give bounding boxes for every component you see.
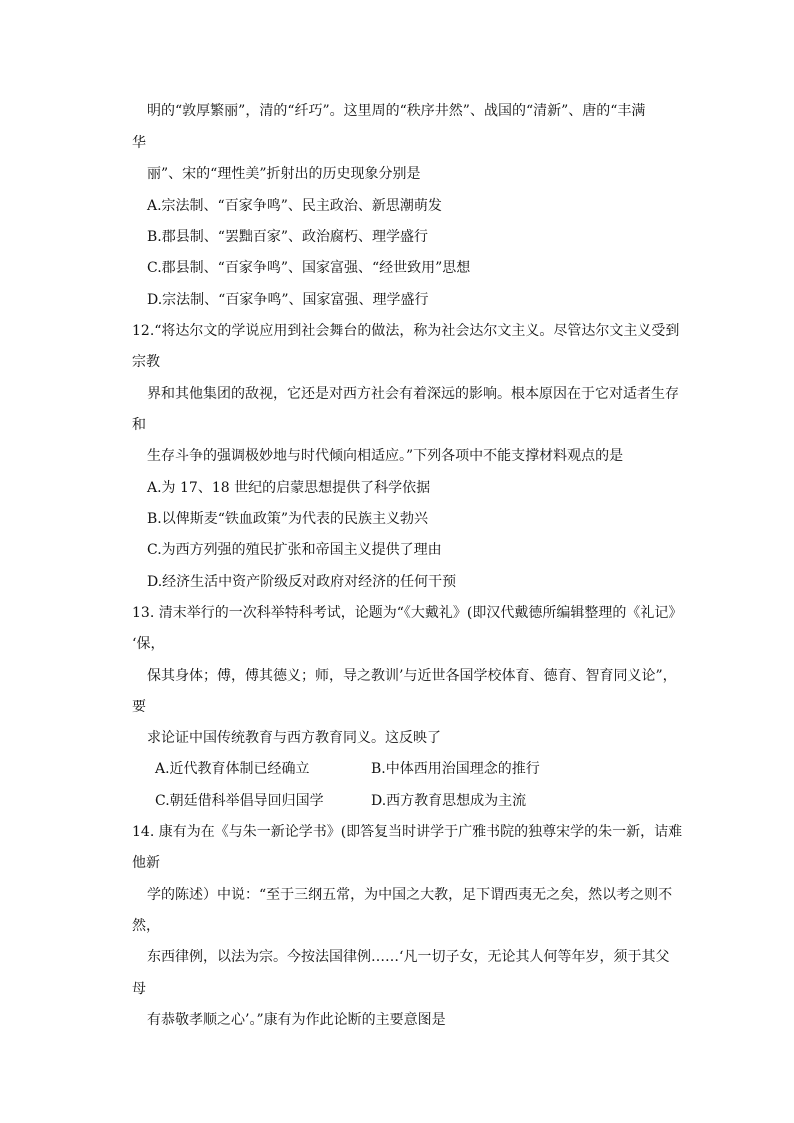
text-line: 华 — [132, 135, 146, 151]
option-a: A.为 17、18 世纪的启蒙思想提供了科学依据 — [147, 480, 431, 496]
question-14: 14. 康有为在《与朱一新论学书》(即答复当时讲学于广雅书院的独尊宋学的朱一新，诘难 — [132, 824, 683, 840]
option-b: B.郡县制、“罢黜百家”、政治腐朽、理学盛行 — [147, 229, 429, 245]
question-12: 12.“将达尔文的学说应用到社会舞台的做法，称为社会达尔文主义。尽管达尔文主义受到 — [132, 323, 680, 339]
text-line: 宗教 — [132, 354, 160, 370]
text-line: 生存斗争的强调极妙地与时代倾向相适应。”下列各项中不能支撑材料观点的是 — [147, 448, 624, 464]
text-line: 学的陈述）中说：“至于三纲五常，为中国之大教，足下谓西夷无之矣，然以考之则不 — [147, 887, 673, 903]
text-line: 母 — [132, 981, 146, 997]
text-line: 他新 — [132, 855, 160, 871]
text-line: 东西律例，以法为宗。今按法国律例……‘凡一切子女，无论其人何等年岁，须于其父 — [147, 949, 670, 965]
option-d: D.西方教育思想成为主流 — [371, 793, 527, 809]
text-line: 和 — [132, 417, 146, 433]
text-line: 保其身体；傅，傅其德义；师，导之教训’与近世各国学校体育、德育、智育同义论”， — [147, 668, 677, 684]
question-13: 13. 清末举行的一次科举特科考试，论题为“《大戴礼》(即汉代戴德所编辑整理的《礼记》 — [132, 605, 683, 621]
option-c: C.为西方列强的殖民扩张和帝国主义提供了理由 — [147, 542, 442, 558]
option-d: D.经济生活中资产阶级反对政府对经济的任何干预 — [147, 574, 457, 590]
text-line: 然， — [132, 918, 160, 934]
text-line: 界和其他集团的敌视，它还是对西方社会有着深远的影响。根本原因在于它对适者生存 — [147, 386, 679, 402]
option-b: B.中体西用治国理念的推行 — [371, 761, 540, 777]
text-line: ‘保， — [132, 636, 165, 652]
option-c: C.郡县制、“百家争鸣”、国家富强、“经世致用”思想 — [147, 260, 471, 276]
option-a: A.近代教育体制已经确立 — [155, 761, 310, 777]
text-line: 明的“敦厚繁丽”，清的“纤巧”。这里周的“秩序井然”、战国的“清新”、唐的“丰满 — [147, 103, 646, 119]
option-d: D.宗法制、“百家争鸣”、国家富强、理学盛行 — [147, 292, 429, 308]
text-line: 求论证中国传统教育与西方教育同义。这反映了 — [147, 730, 441, 746]
text-line: 丽”、宋的“理性美”折射出的历史现象分别是 — [147, 166, 421, 182]
text-line: 有恭敬孝顺之心’。”康有为作此论断的主要意图是 — [147, 1012, 446, 1028]
option-a: A.宗法制、“百家争鸣”、民主政治、新思潮萌发 — [147, 198, 442, 214]
option-c: C.朝廷借科举倡导回归国学 — [155, 793, 324, 809]
text-line: 要 — [132, 699, 146, 715]
option-b: B.以俾斯麦“铁血政策”为代表的民族主义勃兴 — [147, 511, 429, 527]
